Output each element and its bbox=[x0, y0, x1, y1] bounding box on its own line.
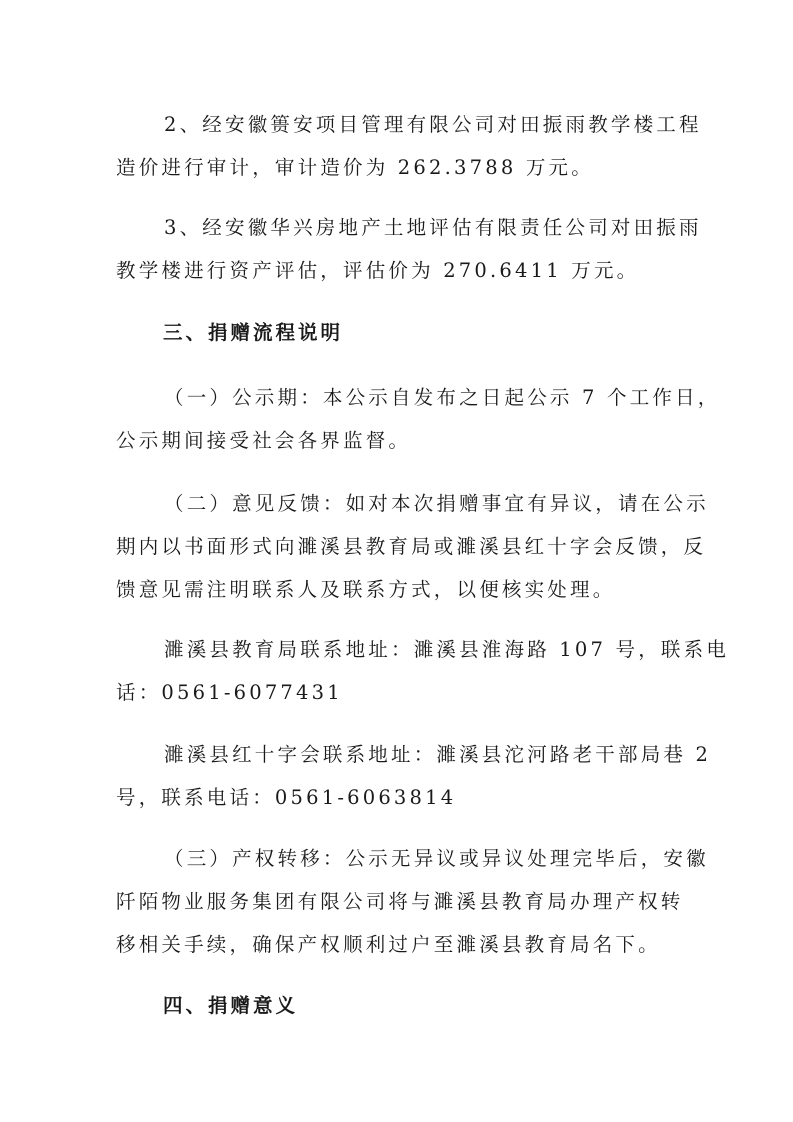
paragraph-line: 期内以书面形式向濉溪县教育局或濉溪县红十字会反馈，反 bbox=[116, 535, 707, 558]
paragraph-valuation bbox=[116, 206, 702, 292]
paragraph-line: 教学楼进行资产评估，评估价为 270.6411 万元。 bbox=[116, 259, 640, 282]
paragraph-line: 阡陌物业服务集团有限公司将与濉溪县教育局办理产权转 bbox=[116, 890, 684, 913]
paragraph-line: 馈意见需注明联系人及联系方式，以便核实处理。 bbox=[116, 578, 616, 601]
paragraph-line: 濉溪县教育局联系地址：濉溪县淮海路 107 号，联系电 bbox=[164, 638, 730, 661]
paragraph-line: 3、经安徽华兴房地产土地评估有限责任公司对田振雨 bbox=[164, 216, 702, 239]
paragraph-red-cross-contact bbox=[116, 733, 712, 819]
paragraph-feedback bbox=[116, 482, 709, 611]
paragraph-publicity-period bbox=[116, 376, 721, 462]
paragraph-line: 濉溪县红十字会联系地址：濉溪县沱河路老干部局巷 2 bbox=[164, 743, 712, 766]
paragraph-line: 造价进行审计，审计造价为 262.3788 万元。 bbox=[116, 156, 594, 179]
paragraph-line: 2、经安徽篑安项目管理有限公司对田振雨教学楼工程 bbox=[164, 113, 702, 136]
section-heading-process: 三、捐赠流程说明 bbox=[163, 321, 344, 344]
paragraph-line: 话：0561-6077431 bbox=[116, 681, 343, 704]
section-heading-significance: 四、捐赠意义 bbox=[163, 994, 299, 1017]
paragraph-property-transfer bbox=[116, 837, 709, 966]
paragraph-audit bbox=[116, 103, 702, 189]
paragraph-line: 公示期间接受社会各界监督。 bbox=[116, 429, 412, 452]
paragraph-line: 号，联系电话：0561-6063814 bbox=[116, 786, 457, 809]
paragraph-line: （二）意见反馈：如对本次捐赠事宜有异议，请在公示 bbox=[164, 492, 709, 515]
paragraph-line: （三）产权转移：公示无异议或异议处理完毕后，安徽 bbox=[164, 847, 709, 870]
paragraph-line: （一）公示期：本公示自发布之日起公示 7 个工作日， bbox=[164, 386, 721, 409]
paragraph-line: 移相关手续，确保产权顺利过户至濉溪县教育局名下。 bbox=[116, 933, 661, 956]
paragraph-education-bureau-contact bbox=[116, 628, 730, 714]
